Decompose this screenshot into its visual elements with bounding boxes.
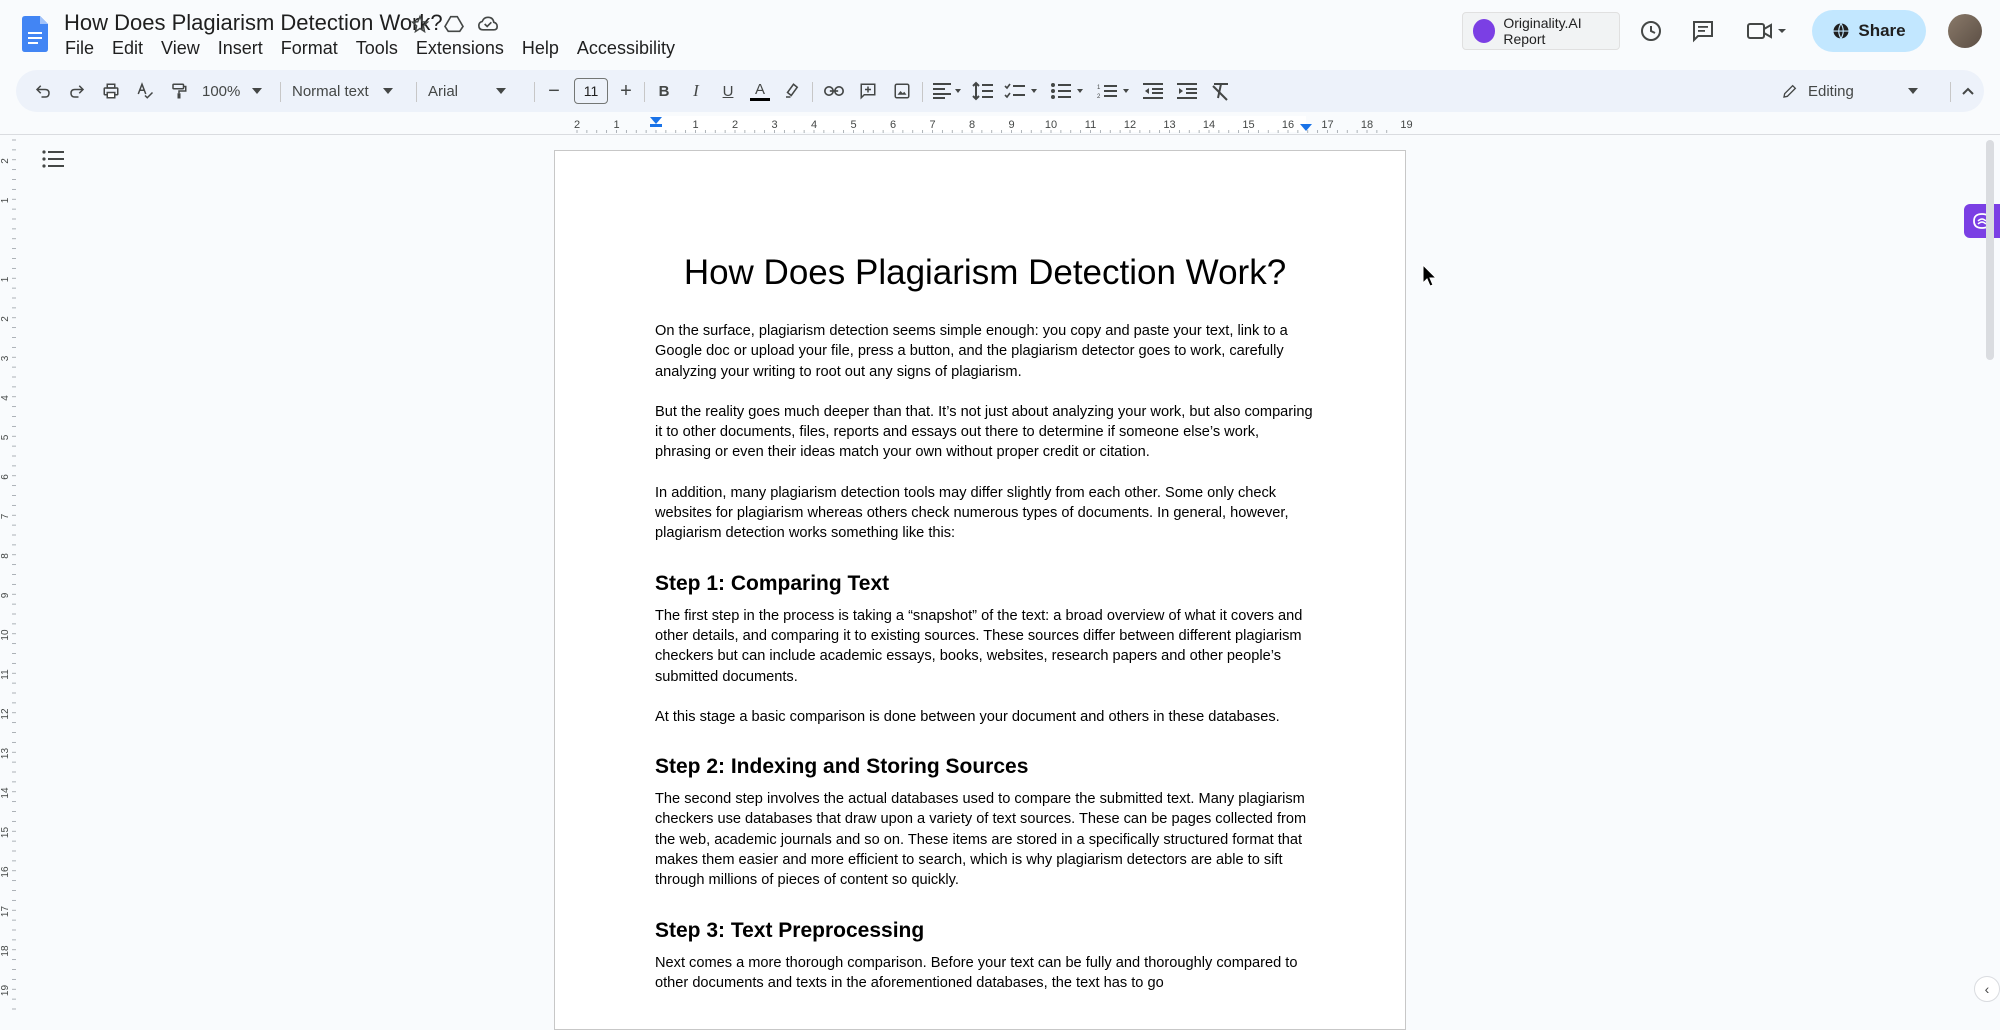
ruler-tick-label: 18: [1360, 119, 1374, 131]
decrease-font-size-icon[interactable]: −: [548, 79, 560, 102]
zoom-value: 100%: [202, 82, 241, 100]
ruler-tick-label: 4: [810, 119, 818, 131]
vertical-ruler-tick-label: 1: [0, 197, 11, 204]
ruler-tick-label: 11: [1084, 119, 1097, 131]
font-family-value: Arial: [428, 82, 459, 100]
chevron-down-icon: [496, 88, 506, 94]
vertical-ruler-tick-label: 6: [0, 474, 11, 480]
move-to-drive-icon[interactable]: [442, 12, 466, 36]
ruler-tick-label: 14: [1202, 119, 1216, 131]
editing-mode-label: Editing: [1808, 82, 1854, 100]
vertical-ruler-ticks: [0, 140, 16, 1009]
originality-side-panel-button[interactable]: [1964, 204, 2000, 238]
paragraph-step-1b[interactable]: At this stage a basic comparison is done between your document and others in these databases.: [655, 708, 1280, 725]
menu-bar: [56, 36, 684, 61]
toolbar-divider: [644, 82, 645, 102]
toolbar-divider: [416, 82, 417, 102]
originality-report-label: Originality.AI Report: [1503, 15, 1582, 47]
vertical-ruler-tick-label: 8: [0, 553, 11, 559]
vertical-ruler-tick-label: 2: [0, 158, 11, 164]
menu-view[interactable]: View: [161, 38, 200, 58]
menu-extensions[interactable]: Extensions: [415, 38, 504, 58]
svg-text:2: 2: [1097, 94, 1101, 100]
zoom-select[interactable]: [202, 78, 274, 104]
vertical-ruler-tick-label: 2: [0, 316, 11, 322]
clear-formatting-icon[interactable]: [1208, 78, 1234, 104]
ruler-tick-label: 2: [573, 119, 581, 131]
ruler-tick-label: 2: [731, 119, 739, 131]
mouse-pointer-icon: [1422, 264, 1438, 288]
paragraph-step-2[interactable]: The second step involves the actual databases used to compare the submitted text. Many plagiarism checkers use databases that draw upon a variety of text sources. These can be pages collected from the web, academic journals and so on. These items are stored in a specifically structured format that makes them easier and more efficient to search, which is why plagiarism detectors are able to sift through millions of pieces of content so quickly.: [655, 791, 1307, 889]
checklist-icon[interactable]: [1002, 78, 1044, 104]
heading-step-1[interactable]: Step 1: Comparing Text: [655, 571, 890, 595]
paragraph-intro-3[interactable]: In addition, many plagiarism detection tools may differ slightly from each other. Some only check websites for plagiarism whereas others check numerous types of documents. In general, however, plagiarism detection works something like this:: [655, 484, 1289, 542]
spellcheck-icon[interactable]: [132, 78, 158, 104]
scrollbar-thumb[interactable]: [1986, 140, 1994, 360]
horizontal-ruler[interactable]: [556, 114, 1413, 134]
paragraph-step-1a[interactable]: The first step in the process is taking a “snapshot” of the text: a broad overview of what it covers and other details, and comparing it to existing sources. These sources differ between different plagiarism checkers but can include academic essays, books, websites, research papers and other people’s submitted documents.: [655, 607, 1303, 685]
bulleted-list-icon[interactable]: [1048, 78, 1090, 104]
font-size-input[interactable]: 11: [574, 78, 608, 104]
ruler-tick-label: 16: [1281, 119, 1295, 131]
document-title-input[interactable]: How Does Plagiarism Detection Work?: [64, 10, 443, 35]
ruler-tick-label: 1: [613, 119, 620, 131]
paragraph-intro-1[interactable]: On the surface, plagiarism detection seems simple enough: you copy and paste your text, link to a Google doc or upload your file, press a button, and the plagiarism detector goes to work, carefully analyzing your writing to root out any signs of plagiarism.: [655, 323, 1288, 380]
menu-help[interactable]: Help: [521, 38, 559, 58]
star-icon[interactable]: [408, 12, 432, 36]
menu-edit[interactable]: Edit: [112, 38, 144, 58]
vertical-ruler-tick-label: 13: [0, 747, 11, 760]
title-actions: [408, 12, 500, 36]
cloud-saved-icon[interactable]: [476, 12, 500, 36]
vertical-ruler-tick-label: 19: [0, 984, 11, 997]
svg-text:1: 1: [1097, 85, 1101, 91]
increase-indent-icon[interactable]: [1174, 78, 1200, 104]
ruler-divider: [0, 134, 2000, 135]
increase-font-size-icon[interactable]: +: [620, 79, 632, 102]
insert-link-icon[interactable]: [822, 78, 846, 104]
chevron-down-icon: [252, 88, 262, 94]
paragraph-intro-2[interactable]: But the reality goes much deeper than that. It’s not just about analyzing your work, but also comparing it to other documents, files, reports and essays out there to determine if someone else’s work, phrasing or even their ideas match your own without proper credit or citation.: [655, 403, 1313, 461]
document-outline-icon[interactable]: [42, 150, 66, 174]
ruler-tick-label: 17: [1321, 119, 1334, 131]
pencil-icon: [1782, 83, 1798, 99]
vertical-ruler-tick-label: 11: [0, 669, 11, 680]
menu-file[interactable]: File: [65, 38, 95, 58]
add-comment-icon[interactable]: [856, 78, 880, 104]
first-line-indent-marker-icon[interactable]: [650, 124, 662, 127]
hide-menus-chevron-up-icon[interactable]: [1956, 78, 1980, 104]
chevron-down-icon: [383, 88, 393, 94]
italic-icon[interactable]: I: [693, 81, 699, 100]
menu-tools[interactable]: Tools: [355, 38, 398, 58]
paragraph-style-select[interactable]: [292, 78, 410, 104]
vertical-ruler[interactable]: [0, 140, 16, 1016]
menu-accessibility[interactable]: Accessibility: [576, 38, 675, 58]
decrease-indent-icon[interactable]: [1140, 78, 1166, 104]
vertical-ruler-tick-label: 7: [0, 513, 11, 520]
editing-mode-select[interactable]: [1782, 78, 1932, 104]
align-icon[interactable]: [930, 78, 966, 104]
vertical-ruler-tick-label: 5: [0, 434, 11, 441]
heading-step-3[interactable]: Step 3: Text Preprocessing: [655, 918, 925, 942]
ruler-tick-label: 15: [1242, 119, 1255, 131]
numbered-list-icon[interactable]: [1094, 78, 1136, 104]
font-family-select[interactable]: [428, 78, 528, 104]
document-body[interactable]: [655, 251, 1315, 993]
redo-icon[interactable]: [64, 78, 90, 104]
formatting-toolbar: [16, 70, 1984, 112]
ruler-tick-label: 5: [850, 119, 857, 131]
ruler-tick-label: 12: [1123, 119, 1137, 131]
ruler-tick-label: 13: [1163, 119, 1176, 131]
vertical-ruler-tick-label: 9: [0, 592, 11, 599]
ruler-tick-label: 8: [968, 119, 976, 131]
ruler-tick-label: 7: [929, 119, 936, 131]
share-label: Share: [1858, 21, 1906, 40]
version-history-icon[interactable]: [1636, 16, 1666, 46]
ruler-tick-label: 9: [1008, 119, 1015, 131]
toolbar-divider: [812, 82, 813, 102]
toolbar-divider: [280, 82, 281, 102]
bold-icon[interactable]: B: [658, 82, 670, 100]
document-page[interactable]: [554, 150, 1406, 1030]
paragraph-step-3[interactable]: Next comes a more thorough comparison. Before your text can be fully and thoroughly compared to other documents and texts in the aforementioned databases, the text has to go: [655, 954, 1298, 991]
originality-logo-icon: [1473, 19, 1495, 43]
avatar[interactable]: [1948, 14, 1982, 48]
toolbar-divider: [1950, 82, 1951, 102]
menu-format[interactable]: Format: [280, 38, 338, 58]
share-button[interactable]: [1812, 10, 1926, 52]
heading-step-2[interactable]: Step 2: Indexing and Storing Sources: [655, 755, 1029, 779]
ruler-tick-label: 6: [889, 119, 897, 131]
underline-icon[interactable]: U: [722, 82, 734, 100]
vertical-ruler-tick-label: 16: [0, 866, 11, 878]
ruler-tick-label: 10: [1044, 119, 1058, 131]
print-icon[interactable]: [98, 78, 124, 104]
vertical-ruler-tick-label: 12: [0, 708, 11, 720]
ruler-tick-label: 1: [692, 119, 699, 131]
insert-image-icon[interactable]: [890, 78, 914, 104]
ruler-tick-label: 3: [771, 119, 778, 131]
ruler-tick-label: 19: [1400, 119, 1413, 131]
vertical-ruler-tick-label: 10: [0, 629, 11, 641]
paint-format-icon[interactable]: [166, 78, 192, 104]
side-panel-collapse-button[interactable]: ‹: [1974, 976, 2000, 1002]
text-color-icon[interactable]: A: [746, 78, 774, 104]
vertical-ruler-tick-label: 18: [0, 945, 11, 957]
comments-icon[interactable]: [1688, 16, 1718, 46]
top-bar: [0, 0, 2000, 64]
paragraph-style-value: Normal text: [292, 82, 369, 100]
toolbar-divider: [922, 82, 923, 102]
vertical-ruler-tick-label: 14: [0, 787, 11, 799]
chevron-down-icon: [1908, 88, 1918, 94]
vertical-ruler-tick-label: 3: [0, 355, 11, 362]
vertical-ruler-tick-label: 17: [0, 905, 11, 918]
vertical-ruler-tick-label: 4: [0, 395, 11, 401]
undo-icon[interactable]: [30, 78, 56, 104]
meet-video-icon[interactable]: [1744, 16, 1792, 46]
line-spacing-icon[interactable]: [970, 78, 996, 104]
globe-icon: [1832, 22, 1850, 40]
menu-insert[interactable]: Insert: [217, 38, 263, 58]
docs-logo-icon[interactable]: [22, 16, 48, 52]
vertical-ruler-tick-label: 1: [0, 276, 11, 283]
toolbar-divider: [534, 82, 535, 102]
highlight-color-icon[interactable]: [780, 78, 804, 104]
vertical-ruler-tick-label: 15: [0, 826, 11, 839]
originality-report-button[interactable]: [1462, 12, 1620, 50]
document-heading[interactable]: How Does Plagiarism Detection Work?: [683, 253, 1287, 292]
